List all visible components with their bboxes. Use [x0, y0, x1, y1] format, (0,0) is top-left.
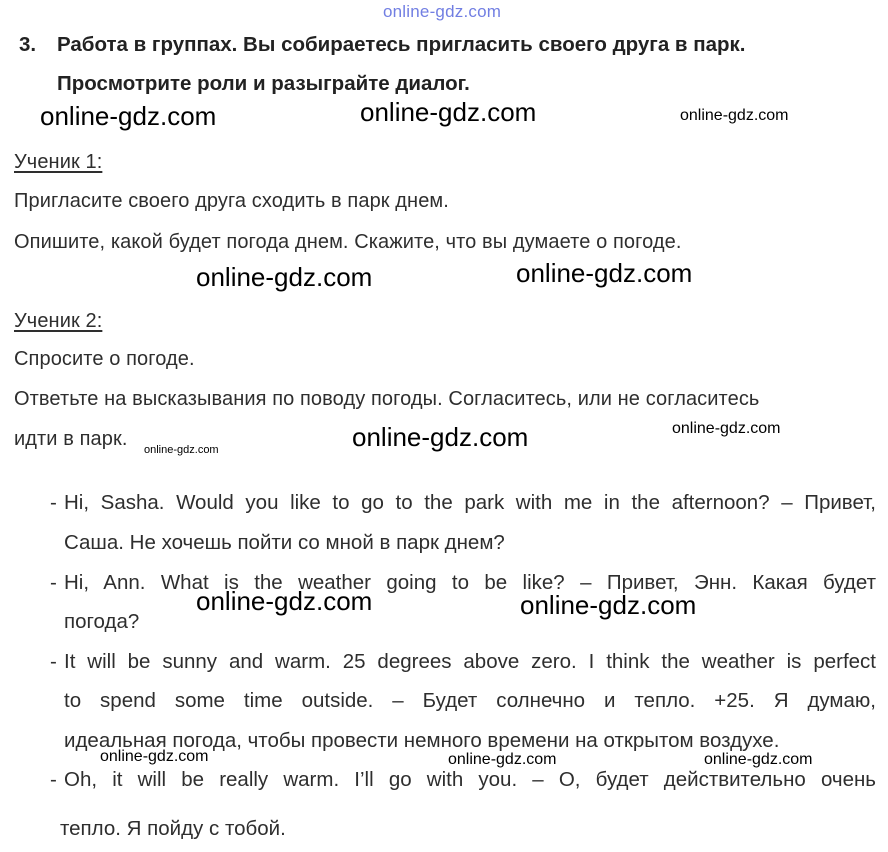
dialogue-line: тепло. Я пойду с тобой. [60, 817, 286, 840]
dialogue-line: Oh, it will be really warm. I’ll go with you. – О, будет действительно очень [64, 768, 876, 791]
watermark: online-gdz.com [196, 262, 373, 292]
watermark: online-gdz.com [40, 101, 217, 131]
watermark: online-gdz.com [516, 258, 693, 288]
student1-line: Пригласите своего друга сходить в парк днем. [14, 190, 449, 212]
watermark: online-gdz.com [672, 420, 781, 437]
dialogue-dash: - [50, 571, 57, 594]
dialogue-line: погода? [64, 610, 140, 633]
dialogue-dash: - [50, 650, 57, 673]
watermark: online-gdz.com [520, 590, 697, 620]
dialogue-line: to spend some time outside. – Будет солнечно и тепло. +25. Я думаю, [64, 689, 876, 712]
watermark: online-gdz.com [144, 444, 219, 456]
task-instruction-line-1: Работа в группах. Вы собираетесь пригласить своего друга в парк. [57, 33, 746, 56]
dialogue-line: Hi, Sasha. Would you like to go to the park with me in the afternoon? – Привет, [64, 491, 876, 514]
student2-line: Спросите о погоде. [14, 348, 195, 370]
task-instruction-line-2: Просмотрите роли и разыграйте диалог. [57, 72, 470, 95]
task-number: 3. [19, 33, 37, 56]
watermark: online-gdz.com [448, 751, 557, 768]
watermark: online-gdz.com [196, 586, 373, 616]
top-watermark: online-gdz.com [383, 2, 502, 21]
dialogue-line: It will be sunny and warm. 25 degrees above zero. I think the weather is perfect [64, 650, 876, 673]
dialogue-dash: - [50, 768, 57, 791]
student2-line: Ответьте на высказывания по поводу погоды. Согласитесь, или не согласитесь [14, 388, 760, 410]
watermark: online-gdz.com [360, 97, 537, 127]
dialogue-line: Hi, Ann. What is the weather going to be like? – Привет, Энн. Какая будет [64, 571, 876, 594]
watermark: online-gdz.com [352, 422, 529, 452]
watermark: online-gdz.com [100, 748, 209, 765]
student1-heading: Ученик 1: [14, 151, 103, 173]
watermark: online-gdz.com [680, 107, 789, 124]
student2-line: идти в парк. [14, 428, 128, 450]
dialogue-dash: - [50, 491, 57, 514]
watermark: online-gdz.com [704, 751, 813, 768]
dialogue-line: Саша. Не хочешь пойти со мной в парк днем? [64, 531, 505, 554]
student2-heading: Ученик 2: [14, 310, 103, 332]
dialogue-line: идеальная погода, чтобы провести немного времени на открытом воздухе. [64, 729, 780, 752]
student1-line: Опишите, какой будет погода днем. Скажите, что вы думаете о погоде. [14, 231, 682, 253]
